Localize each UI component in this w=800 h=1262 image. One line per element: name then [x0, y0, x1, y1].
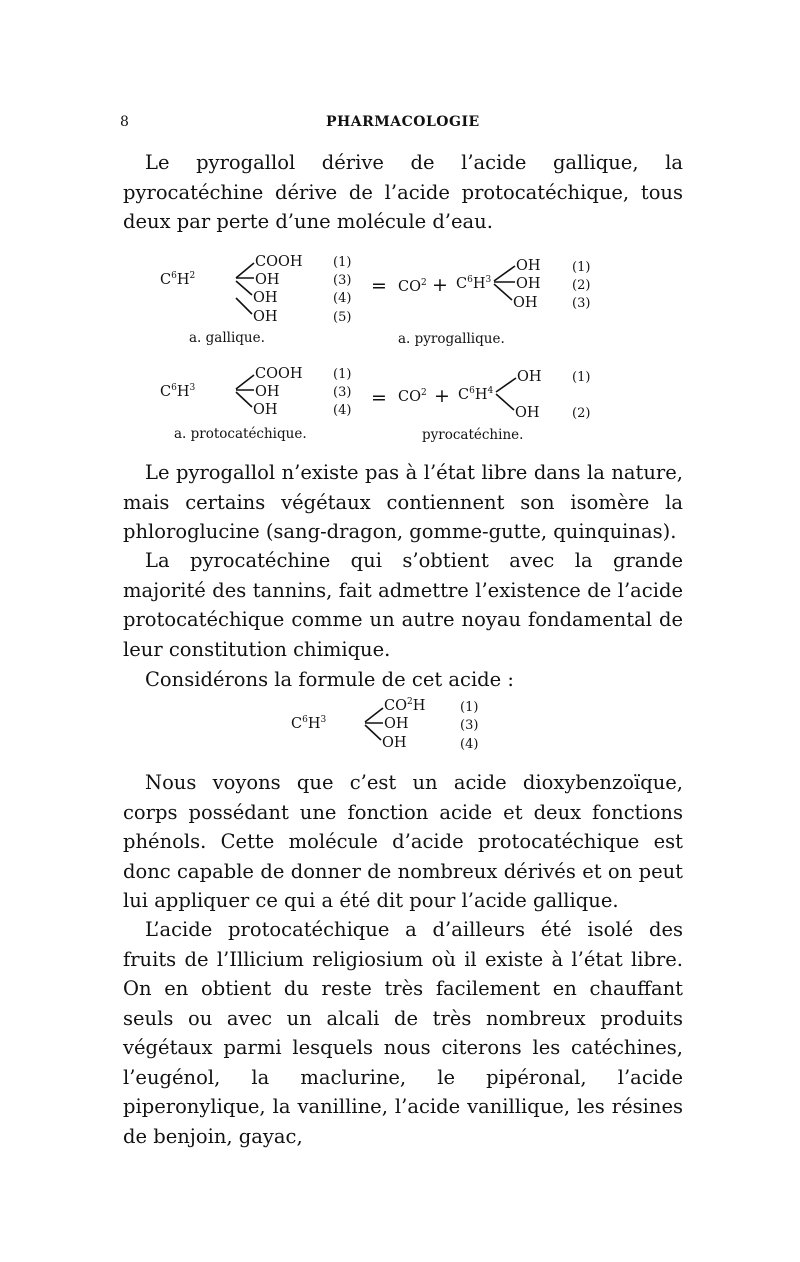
eq2-left-group-2: OH — [255, 384, 280, 400]
eq2-right-num-1: (1) — [572, 370, 591, 385]
formula-3-group-2: OH — [384, 716, 409, 732]
paragraph-2: Le pyrogallol n’existe pas à l’état libre dans la nature, mais certains végétaux contiennent son isomère la phloroglucine (sang-dragon, gomme-gutte, quinquinas). — [123, 461, 683, 543]
eq2-right-group-1: OH — [517, 369, 542, 385]
formula-3-num-3: (4) — [460, 737, 479, 752]
formula-3-base: $C^6H^3$ — [291, 715, 327, 732]
formula-3-group-1: $CO^2H$ — [384, 697, 426, 714]
eq1-left-group-3: OH — [253, 290, 278, 306]
eq1-right-group-2: OH — [516, 276, 541, 292]
eq1-right-num-2: (2) — [572, 278, 591, 293]
paragraph-4: Considérons la formule de cet acide : — [145, 668, 514, 691]
eq1-left-num-1: (1) — [333, 255, 352, 270]
page-number: 8 — [120, 114, 129, 130]
eq2-co2: $CO^2$ — [398, 388, 427, 405]
eq1-left-caption: a. gallique. — [189, 330, 265, 346]
eq2-left-caption: a. protocatéchique. — [174, 426, 307, 442]
eq1-right-caption: a. pyrogallique. — [398, 331, 505, 347]
eq1-plus: + — [432, 274, 448, 296]
eq2-left-base: $C^6H^3$ — [160, 383, 196, 400]
paragraph-5: Nous voyons que c’est un acide dioxybenzoïque, corps possédant une fonction acide et deux fonctions phénols. Cette molécule d’acide protocatéchique est donc capable de donner de nombreux dérivés et on peut lui appliquer ce qui a été dit pour l’acide gallique. — [123, 771, 683, 912]
eq2-left-group-1: COOH — [255, 366, 303, 382]
running-title: PHARMACOLOGIE — [326, 114, 480, 130]
eq2-right-base: $C^6H^4$ — [458, 386, 494, 403]
paragraph-6: L’acide protocatéchique a d’ailleurs été isolé des fruits de l’Illicium religiosium où il existe à l’état libre. On en obtient du reste très facilement en chauffant seuls ou avec un alcali de très nombreux produits végétaux parmi lesquels nous citerons les catéchines, l’eugénol, la maclurine, le pipéronal, l’acide piperonylique, la vanilline, l’acide vanillique, les résines de benjoin, gayac, — [123, 918, 683, 1148]
eq1-right-num-3: (3) — [572, 296, 591, 311]
eq1-left-num-4: (5) — [333, 310, 352, 325]
eq2-left-num-1: (1) — [333, 367, 352, 382]
eq1-right-base: $C^6H^3$ — [456, 275, 492, 292]
eq2-right-group-2: OH — [515, 405, 540, 421]
eq1-right-group-1: OH — [516, 258, 541, 274]
eq1-left-base: $C^6H^2$ — [160, 271, 196, 288]
paragraph-3: La pyrocatéchine qui s’obtient avec la grande majorité des tannins, fait admettre l’existence de l’acide protocatéchique comme un autre noyau fondamental de leur constitution chimique. — [123, 549, 683, 661]
eq1-equals: = — [371, 275, 387, 297]
eq2-left-group-3: OH — [253, 402, 278, 418]
eq2-equals: = — [371, 387, 387, 409]
eq1-left-group-1: COOH — [255, 254, 303, 270]
eq2-right-caption: pyrocatéchine. — [422, 427, 524, 443]
eq2-plus: + — [434, 385, 450, 407]
eq1-co2: $CO^2$ — [398, 278, 427, 295]
eq2-left-num-2: (3) — [333, 385, 352, 400]
eq2-left-num-3: (4) — [333, 403, 352, 418]
eq1-left-num-2: (3) — [333, 273, 352, 288]
formula-3-num-2: (3) — [460, 718, 479, 733]
eq1-left-num-3: (4) — [333, 291, 352, 306]
eq2-right-num-2: (2) — [572, 406, 591, 421]
formula-3-group-3: OH — [382, 735, 407, 751]
paragraph-1: Le pyrogallol dérive de l’acide gallique, la pyrocatéchine dérive de l’acide protocatéchique, tous deux par perte d’une molécule d’eau. — [123, 151, 683, 233]
eq1-left-group-2: OH — [255, 272, 280, 288]
formula-3-num-1: (1) — [460, 700, 479, 715]
eq1-left-group-4: OH — [253, 309, 278, 325]
eq1-right-num-1: (1) — [572, 260, 591, 275]
eq1-right-group-3: OH — [513, 295, 538, 311]
